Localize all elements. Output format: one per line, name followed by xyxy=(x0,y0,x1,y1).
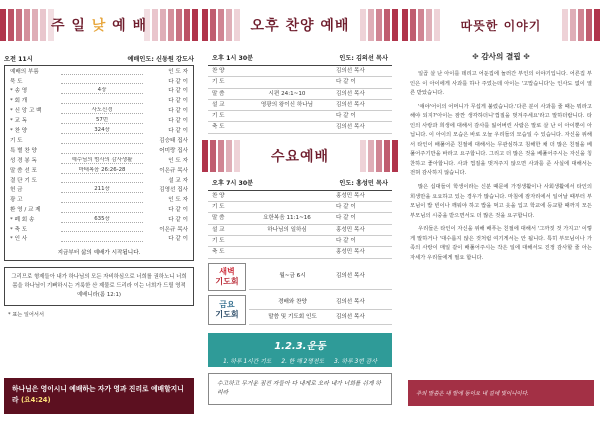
order-detail: 4장 xyxy=(61,87,143,94)
order-label: 성 경 봉 독 xyxy=(10,157,37,164)
order-label: * 찬 양 xyxy=(10,128,28,135)
wednesday-order xyxy=(202,191,398,259)
service-item: 기 도 xyxy=(212,79,225,86)
friday-leader-1: 김의선 목사 xyxy=(336,298,365,305)
order-row xyxy=(10,97,188,107)
order-label: * 폐 회 송 xyxy=(10,216,35,223)
story-paragraph: '얘야'어이의 어머니가 무섭게 불렀습니다.'다른 분이 사과를 줄 때는 뭐라고 해야 되지?'아이는 잠깐 생각하더니'껍질을 벗겨주세요'라고 말하더랍니다. 타인의 사랑과 희생에 대해서 감사를 잃어버린 사람은 말로 살 난 이 아이뿐이 아닙니다. 이 아이의 모습은 바로 오늘 우리들의 모습일 수 있습니다. 자신을 위해서 타인이 배풀어준 친절에 대해서는 무관심하고 침해한 채 더 많은 친절을 베풀어주기만을 바라고 요구합니다. 그리고 더 많은 것을 베풀어주시는 자신을 칭찬하고 좋아합니다. 사과 껍질을 벗겨주지 않으면 사과를 준 사실에 대해서는 전혀 감사하지 않습니다. xyxy=(410,103,592,177)
service-item: 축 도 xyxy=(212,124,225,131)
order-row xyxy=(10,196,188,206)
order-person: 인 도 자 xyxy=(168,69,188,75)
dawn-prayer-schedule: 월~금 6시 xyxy=(279,272,306,279)
service-detail: 영광의 왕이신 하나님 xyxy=(260,101,314,108)
warm-story-title: 따뜻한 이야기 xyxy=(460,18,542,33)
verse-banner xyxy=(4,378,194,414)
order-row xyxy=(10,117,188,127)
friday-line-1 xyxy=(249,295,392,310)
friday-tag-line2: 기도회 xyxy=(215,309,239,319)
column-other-services xyxy=(202,0,398,424)
order-row xyxy=(10,206,188,216)
order-label: 말 씀 선 포 xyxy=(10,167,37,174)
service-detail xyxy=(238,111,336,121)
wednesday-time: 오후 7시 30분 xyxy=(212,179,254,187)
order-label: * 회 개 xyxy=(10,98,28,105)
order-detail: 마태복음 26:26-28 xyxy=(61,167,143,174)
service-person: 다 같 이 xyxy=(336,204,356,211)
order-label: * 신 앙 고 백 xyxy=(10,108,42,115)
order-person: 다 같 이 xyxy=(168,88,188,95)
afternoon-service-title: 오후 찬양 예배 xyxy=(250,18,350,34)
service-detail xyxy=(238,202,336,212)
order-person: 다 같 이 xyxy=(168,118,188,125)
wednesday-leader: 인도: 홍성민 목사 xyxy=(339,179,388,187)
warm-story-banner xyxy=(402,9,600,41)
service-detail xyxy=(238,66,336,76)
friday-prayer-block xyxy=(208,295,392,325)
campaign-banner xyxy=(208,333,392,367)
order-label: 기 도 xyxy=(10,138,23,145)
worship-closing-line: 지금부터 삶의 예배가 시작됩니다. xyxy=(57,250,141,257)
order-person: 김영선 집사 xyxy=(159,187,188,194)
order-row xyxy=(10,167,188,177)
sunday-service-banner xyxy=(0,9,198,41)
wednesday-service-header xyxy=(208,174,392,191)
order-label: 헌 금 xyxy=(10,187,23,194)
wednesday-service-title: 수요예배 xyxy=(270,148,330,165)
order-row xyxy=(10,78,188,88)
order-detail xyxy=(61,68,143,75)
service-row xyxy=(208,89,392,100)
campaign-title: 1.2.3.운동 xyxy=(274,340,326,352)
dawn-prayer-leader: 김의선 목사 xyxy=(336,272,365,279)
service-person: 홍성민 목사 xyxy=(336,249,365,256)
sunday-service-title: 주 일 낮 예 배 xyxy=(50,18,148,34)
dawn-tag-line1: 새벽 xyxy=(219,266,235,276)
order-detail: 635장 xyxy=(61,216,143,223)
service-person: 다 같 이 xyxy=(336,237,356,244)
campaign-item: 1. 하루 1시간 기도 xyxy=(223,358,272,365)
service-person: 홍성민 목사 xyxy=(336,226,365,233)
order-row xyxy=(10,186,188,196)
order-label: * 축 도 xyxy=(10,226,28,233)
service-time: 오전 11시 xyxy=(4,56,33,63)
service-person: 다 같 이 xyxy=(336,79,356,86)
dawn-prayer-line xyxy=(249,263,392,290)
order-person: 김승태 집사 xyxy=(159,138,188,145)
flower-icon: ✤ xyxy=(523,52,530,61)
order-detail xyxy=(61,78,143,85)
order-row xyxy=(10,235,188,245)
service-detail: 요한복음 11:1~16 xyxy=(263,215,311,222)
order-label: 결 단 기 도 xyxy=(10,177,37,184)
order-person: 인 도 자 xyxy=(168,157,188,164)
service-item: 기 도 xyxy=(212,237,225,244)
friday-item-2: 말씀 및 기도회 인도 xyxy=(268,313,317,320)
story-paragraph: 우리들은 타인이 자신을 위해 배푸는 친절에 대해서 '그까짓 것 가지고' 이렇게 말하거나 '대수롭지 않은 것처럼 여기게서는 안 됩니다. 특히 부모님이나 가족의 사랑이 매일 같이 배풀어주시는 작은 일에 대해서도 진정 감사할 줄 아는 자세가 우리들에게 필요 합니다. xyxy=(410,226,592,261)
service-person: 김의선 목사 xyxy=(336,101,365,108)
order-person: 어미랑 집사 xyxy=(159,147,188,154)
order-detail: 211장 xyxy=(61,186,143,193)
order-person: 설 교 자 xyxy=(168,177,188,184)
dawn-prayer-tag xyxy=(208,263,246,291)
order-detail: 사도신경 xyxy=(61,107,143,114)
service-person: 홍성민 목사 xyxy=(336,192,365,199)
wednesday-service-banner xyxy=(202,140,398,172)
order-label: 환 영 / 교 제 xyxy=(10,206,41,213)
order-of-worship xyxy=(4,65,194,261)
afternoon-leader: 인도: 김의선 목사 xyxy=(339,55,388,62)
order-label: 특 별 찬 양 xyxy=(10,147,37,154)
order-row xyxy=(10,226,188,236)
service-item: 말 씀 xyxy=(212,90,225,97)
order-person: 다 같 이 xyxy=(168,128,188,135)
order-detail: 예수님의 범사의 감사생활 xyxy=(61,157,143,164)
standing-footnote: * 표는 일어서서 xyxy=(8,312,44,319)
service-detail: 시편 24:1~10 xyxy=(268,90,306,97)
service-detail xyxy=(238,191,336,201)
order-detail xyxy=(61,147,143,154)
service-item: 기 도 xyxy=(212,113,225,120)
story-paragraph: 많은 십대들이 학생이라는 신분 때문에 가정생활이나 사회생활에서 타인의 희생만을 요요하고 있는 경우가 많습니다. 마침에 잠자리에서 일어날 때부터 부모님이 밥 빈이나 깨워야 하고 밥을 먹고 옷을 입고 학교에 등교할 때까지 모든 부모님의 시중을 받으면서도 더 많은 것을 요구합니다. xyxy=(410,184,592,219)
service-item: 기 도 xyxy=(212,204,225,211)
order-row xyxy=(10,87,188,97)
service-row xyxy=(208,77,392,88)
service-person: 다 같 이 xyxy=(336,113,356,120)
order-detail xyxy=(61,177,143,184)
service-item: 찬 양 xyxy=(212,68,225,74)
campaign-item: 3. 하루 3번 감사 xyxy=(334,358,377,365)
story-paragraph: 일곱 살 난 아이를 데리고 어둔집에 놀러간 부인의 이야기입니다. 어른집 부인은 이 아이에게 사과를 하나 주었는데 아이는 '고맙습니다'는 인사도 없이 열른 받았습니다. xyxy=(410,71,592,97)
order-row xyxy=(10,157,188,167)
order-row xyxy=(10,107,188,117)
column-warm-story xyxy=(402,0,600,424)
service-item: 말 씀 xyxy=(212,215,225,222)
order-label: 광 고 xyxy=(10,197,23,204)
story-subtitle-text: 감사의 결핍 xyxy=(481,52,521,61)
order-row xyxy=(10,68,188,78)
service-person: 김의선 목사 xyxy=(336,90,365,97)
order-detail xyxy=(61,235,143,242)
order-person: 다 같 이 xyxy=(168,108,188,115)
service-item: 축 도 xyxy=(212,249,225,256)
service-person: 다 같 이 xyxy=(336,215,356,222)
verse-reference: (요4:24) xyxy=(20,396,51,404)
invitation-quote: 수고하고 무거운 짐진 자들아 다 내게로 오라 내가 너희를 쉬게 하리라 xyxy=(208,373,392,405)
friday-prayer-body xyxy=(249,295,392,325)
service-row xyxy=(208,111,392,122)
dawn-tag-line2: 기도회 xyxy=(215,276,239,286)
dawn-prayer-block xyxy=(208,263,392,291)
order-label: * 송 영 xyxy=(10,88,28,95)
column-sunday-service xyxy=(0,0,198,424)
service-row xyxy=(208,213,392,224)
afternoon-service-banner xyxy=(202,9,398,41)
service-row xyxy=(208,202,392,213)
scripture-footer: 주의 말씀은 내 발에 등이요 내 길에 빛이니이다. xyxy=(408,380,594,406)
campaign-items xyxy=(208,352,392,365)
order-detail xyxy=(61,206,143,213)
service-row xyxy=(208,191,392,202)
service-detail: 하나님의 일하심 xyxy=(267,226,307,233)
service-row xyxy=(208,225,392,236)
service-row xyxy=(208,247,392,258)
order-person: 인 도 자 xyxy=(168,197,188,204)
dawn-prayer-body xyxy=(249,263,392,291)
order-label: * 인 사 xyxy=(10,236,28,243)
service-row xyxy=(208,122,392,133)
order-label: 묵 도 xyxy=(10,78,23,85)
order-row xyxy=(10,127,188,137)
order-person: 다 같 이 xyxy=(168,236,188,243)
order-person: 다 같 이 xyxy=(168,98,188,105)
service-detail xyxy=(238,77,336,87)
order-label: * 교 독 xyxy=(10,118,28,125)
order-person: 다 같 이 xyxy=(168,78,188,85)
friday-tag-line1: 금요 xyxy=(219,299,235,309)
story-subtitle xyxy=(402,51,600,62)
order-row xyxy=(10,137,188,147)
scripture-note: 그리므로 형제들아 내가 하나님의 모든 자비하심으로 너희를 권하노니 너희 몸을 하나님이 기뻐하시는 거룩한 산 제물로 드리라 이는 너희가 드릴 영적 예배니라(롬 12:1) xyxy=(4,267,194,306)
service-leader: 예배인도: 신동원 강도사 xyxy=(127,56,194,63)
order-detail xyxy=(61,97,143,104)
service-detail xyxy=(238,122,336,132)
sunday-service-header xyxy=(0,51,198,65)
friday-item-1: 경배와 찬양 xyxy=(278,298,307,305)
order-detail: 57번 xyxy=(61,117,143,124)
order-detail xyxy=(61,196,143,203)
service-row xyxy=(208,236,392,247)
service-item: 찬 양 xyxy=(212,192,225,199)
afternoon-order xyxy=(202,66,398,134)
service-row xyxy=(208,66,392,77)
flower-icon: ✤ xyxy=(472,52,479,61)
order-detail: 324장 xyxy=(61,127,143,134)
order-row xyxy=(10,147,188,157)
service-person: 김의선 목사 xyxy=(336,68,365,74)
order-label: 예배의 부름 xyxy=(10,69,39,75)
order-detail xyxy=(61,226,143,233)
order-person: 다 같 이 xyxy=(168,206,188,213)
order-row xyxy=(10,177,188,187)
order-person: 이은규 목사 xyxy=(159,226,188,233)
service-person: 김의선 목사 xyxy=(336,124,365,131)
service-item: 설 교 xyxy=(212,226,225,233)
friday-line-2 xyxy=(249,310,392,325)
order-detail xyxy=(61,137,143,144)
campaign-item: 2. 한 해 2명전도 xyxy=(281,358,325,365)
order-row xyxy=(10,216,188,226)
service-row xyxy=(208,100,392,111)
friday-prayer-tag xyxy=(208,295,246,325)
order-person: 다 같 이 xyxy=(168,216,188,223)
service-detail xyxy=(238,236,336,246)
service-item: 설 교 xyxy=(212,101,225,108)
order-person: 이은규 목사 xyxy=(159,167,188,174)
friday-leader-2: 김의선 목사 xyxy=(336,313,365,320)
afternoon-service-header xyxy=(208,49,392,66)
afternoon-time: 오후 1시 30분 xyxy=(212,55,254,62)
verse-text: 하나님은 영이시니 예배하는 자가 영과 진리로 예배할지니라 xyxy=(12,385,184,404)
service-detail xyxy=(238,247,336,257)
